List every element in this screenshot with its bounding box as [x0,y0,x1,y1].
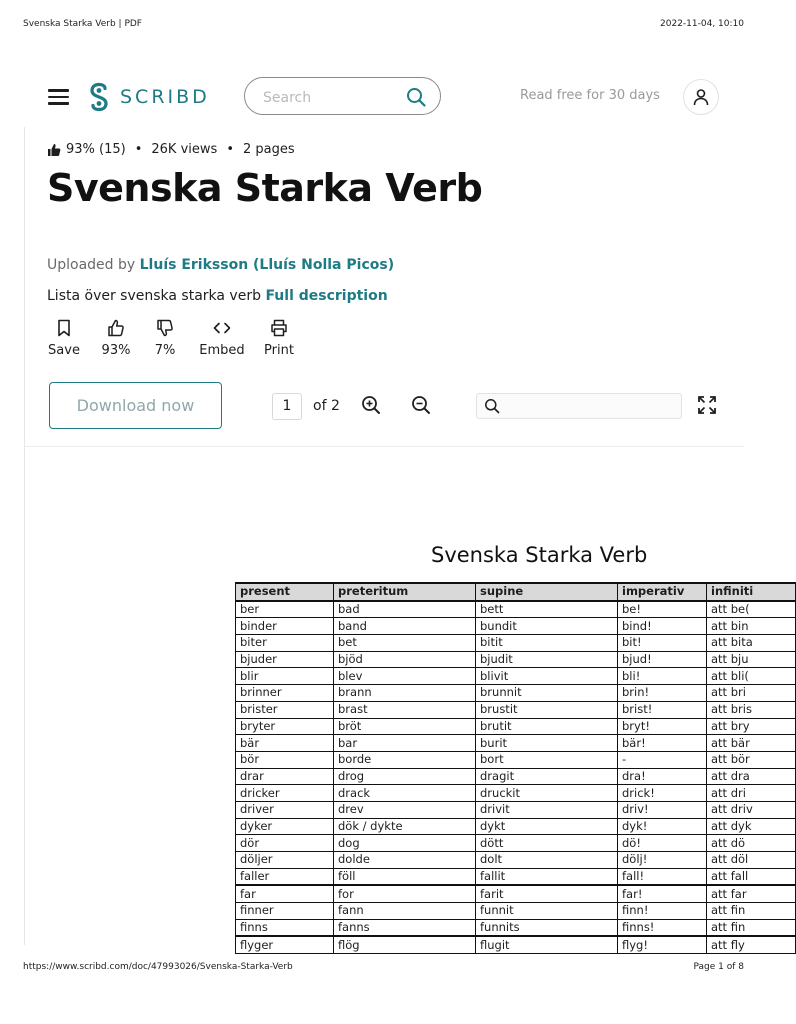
table-cell: blir [236,668,334,685]
table-cell: farit [476,885,618,902]
table-cell: bet [334,635,476,652]
table-cell: dyker [236,818,334,835]
table-cell: drick! [618,785,707,802]
table-cell: dragit [476,768,618,785]
table-cell: borde [334,751,476,768]
table-cell: druckit [476,785,618,802]
table-cell: bör [236,751,334,768]
document-stats [47,142,295,157]
table-row [236,601,796,618]
page-total: of 2 [313,398,340,414]
table-cell: dolt [476,852,618,869]
table-cell: att bär [707,735,796,752]
embed-label: Embed [199,343,245,358]
table-cell: flög [334,936,476,953]
table-cell: bort [476,751,618,768]
table-cell: att dö [707,835,796,852]
pdf-page-title: Svenska Starka Verb [431,543,648,567]
embed-button[interactable] [196,319,248,358]
table-cell: brustit [476,701,618,718]
user-icon [692,88,710,106]
table-cell: drog [334,768,476,785]
print-label: Print [264,343,294,358]
table-cell: bjudit [476,651,618,668]
table-cell: dör [236,835,334,852]
table-cell: dricker [236,785,334,802]
table-cell: bitit [476,635,618,652]
table-cell: - [618,751,707,768]
table-row [236,919,796,936]
thumbs-up-icon [107,319,125,337]
table-cell: dölj! [618,852,707,869]
zoom-out-icon[interactable] [411,395,431,415]
print-button[interactable] [257,319,301,358]
column-header: supine [476,583,618,601]
table-cell: band [334,618,476,635]
table-cell: att fin [707,919,796,936]
table-cell: dog [334,835,476,852]
column-header: infiniti [707,583,796,601]
download-now-button[interactable]: Download now [49,382,222,429]
full-description-link[interactable]: Full description [265,288,388,304]
uploaded-prefix: Uploaded by [47,257,136,273]
table-cell: dyk! [618,818,707,835]
pages-text: 2 pages [242,142,295,157]
table-cell: att bör [707,751,796,768]
table-cell: far [236,885,334,902]
table-cell: fallit [476,868,618,885]
table-cell: faller [236,868,334,885]
bookmark-icon [55,319,73,337]
print-header-datetime: 2022-11-04, 10:10 [660,19,744,29]
print-footer-page: Page 1 of 8 [693,962,744,972]
table-cell: brist! [618,701,707,718]
table-cell: finner [236,903,334,920]
thumbs-up-filled-icon [47,143,61,157]
table-row [236,685,796,702]
table-header-row [236,583,796,601]
column-header: preteritum [334,583,476,601]
like-percentage: 93% [101,343,131,358]
document-description [47,288,388,304]
column-header: present [236,583,334,601]
table-cell: funnit [476,903,618,920]
table-cell: dö! [618,835,707,852]
table-cell: att bri [707,685,796,702]
table-cell: finns! [618,919,707,936]
table-cell: att döl [707,852,796,869]
table-cell: be! [618,601,707,618]
table-row [236,835,796,852]
table-row [236,651,796,668]
table-cell: fall! [618,868,707,885]
table-cell: burit [476,735,618,752]
profile-button[interactable] [683,79,719,115]
table-cell: driver [236,801,334,818]
table-cell: dök / dykte [334,818,476,835]
table-cell: att fly [707,936,796,953]
table-cell: drar [236,768,334,785]
table-cell: att bli( [707,668,796,685]
table-cell: flyger [236,936,334,953]
table-cell: finns [236,919,334,936]
column-header: imperativ [618,583,707,601]
table-cell: bind! [618,618,707,635]
table-cell: bär! [618,735,707,752]
scribd-logo[interactable] [88,82,210,112]
table-cell: föll [334,868,476,885]
table-cell: att fall [707,868,796,885]
search-box[interactable] [244,77,441,115]
search-icon [484,398,500,414]
table-cell: bryt! [618,718,707,735]
content-left-border [24,127,25,945]
table-row [236,885,796,902]
viewer-divider [24,446,744,447]
print-footer-url: https://www.scribd.com/doc/47993026/Svenska-Starka-Verb [23,962,293,972]
page-number-input[interactable]: 1 [272,393,302,420]
table-cell: att fin [707,903,796,920]
document-search-field[interactable] [476,393,682,419]
table-cell: bjuder [236,651,334,668]
table-row [236,701,796,718]
table-cell: ber [236,601,334,618]
table-cell: att bju [707,651,796,668]
table-row [236,785,796,802]
print-header [23,19,744,33]
table-cell: dra! [618,768,707,785]
table-cell: fann [334,903,476,920]
separator-dot: • [134,142,143,157]
table-cell: dött [476,835,618,852]
verb-table [235,582,796,954]
table-row [236,668,796,685]
table-cell: blev [334,668,476,685]
author-link[interactable]: Lluís Eriksson (Lluís Nolla Picos) [139,257,395,273]
table-cell: att bita [707,635,796,652]
printer-icon [270,319,288,337]
table-cell: att dra [707,768,796,785]
table-cell: fanns [334,919,476,936]
table-row [236,868,796,885]
save-button[interactable] [40,319,88,358]
table-cell: att driv [707,801,796,818]
search-input[interactable] [261,87,395,109]
table-cell: brister [236,701,334,718]
table-row [236,818,796,835]
table-cell: drack [334,785,476,802]
table-cell: bad [334,601,476,618]
dislike-button[interactable] [141,319,189,358]
search-icon[interactable] [406,87,426,107]
table-cell: dykt [476,818,618,835]
table-cell: brutit [476,718,618,735]
table-cell: brinner [236,685,334,702]
save-label: Save [48,343,80,358]
table-cell: biter [236,635,334,652]
top-navigation-bar [0,76,768,118]
table-cell: brin! [618,685,707,702]
table-cell: bundit [476,618,618,635]
table-cell: driv! [618,801,707,818]
table-cell: döljer [236,852,334,869]
table-cell: flugit [476,936,618,953]
table-cell: att be( [707,601,796,618]
table-cell: bit! [618,635,707,652]
uploaded-by [47,257,394,273]
table-cell: att bry [707,718,796,735]
table-cell: bryter [236,718,334,735]
print-header-title: Svenska Starka Verb | PDF [23,19,142,29]
table-row [236,751,796,768]
table-row [236,768,796,785]
table-cell: bröt [334,718,476,735]
table-cell: flyg! [618,936,707,953]
table-cell: bjöd [334,651,476,668]
table-row [236,852,796,869]
scribd-logo-icon [88,83,110,111]
table-cell: bar [334,735,476,752]
table-cell: dolde [334,852,476,869]
table-row [236,718,796,735]
description-text: Lista över svenska starka verb [47,288,261,304]
table-row [236,618,796,635]
hamburger-menu-icon[interactable] [48,89,69,105]
table-cell: for [334,885,476,902]
table-cell: drivit [476,801,618,818]
fullscreen-icon[interactable] [698,396,716,414]
read-free-link[interactable]: Read free for 30 days [520,88,660,103]
table-cell: funnits [476,919,618,936]
views-text: 26K views [151,142,218,157]
zoom-in-icon[interactable] [361,395,381,415]
dislike-percentage: 7% [154,343,176,358]
separator-dot: • [226,142,234,157]
table-cell: brann [334,685,476,702]
table-cell: bjud! [618,651,707,668]
like-button[interactable] [92,319,140,358]
rating-text: 93% (15) [66,142,126,157]
logo-text: SCRIBD [120,86,210,108]
table-cell: finn! [618,903,707,920]
table-cell: att dyk [707,818,796,835]
table-cell: bli! [618,668,707,685]
table-cell: blivit [476,668,618,685]
table-cell: brast [334,701,476,718]
table-cell: brunnit [476,685,618,702]
code-icon [213,319,231,337]
table-row [236,936,796,953]
table-cell: bett [476,601,618,618]
table-cell: att bin [707,618,796,635]
table-row [236,735,796,752]
table-cell: binder [236,618,334,635]
pdf-verb-table-viewport [235,582,754,952]
table-cell: att far [707,885,796,902]
table-row [236,801,796,818]
document-title: Svenska Starka Verb [47,166,483,210]
table-cell: att dri [707,785,796,802]
table-row [236,635,796,652]
table-cell: att bris [707,701,796,718]
table-cell: drev [334,801,476,818]
thumbs-down-icon [156,319,174,337]
table-cell: far! [618,885,707,902]
table-row [236,903,796,920]
table-cell: bär [236,735,334,752]
